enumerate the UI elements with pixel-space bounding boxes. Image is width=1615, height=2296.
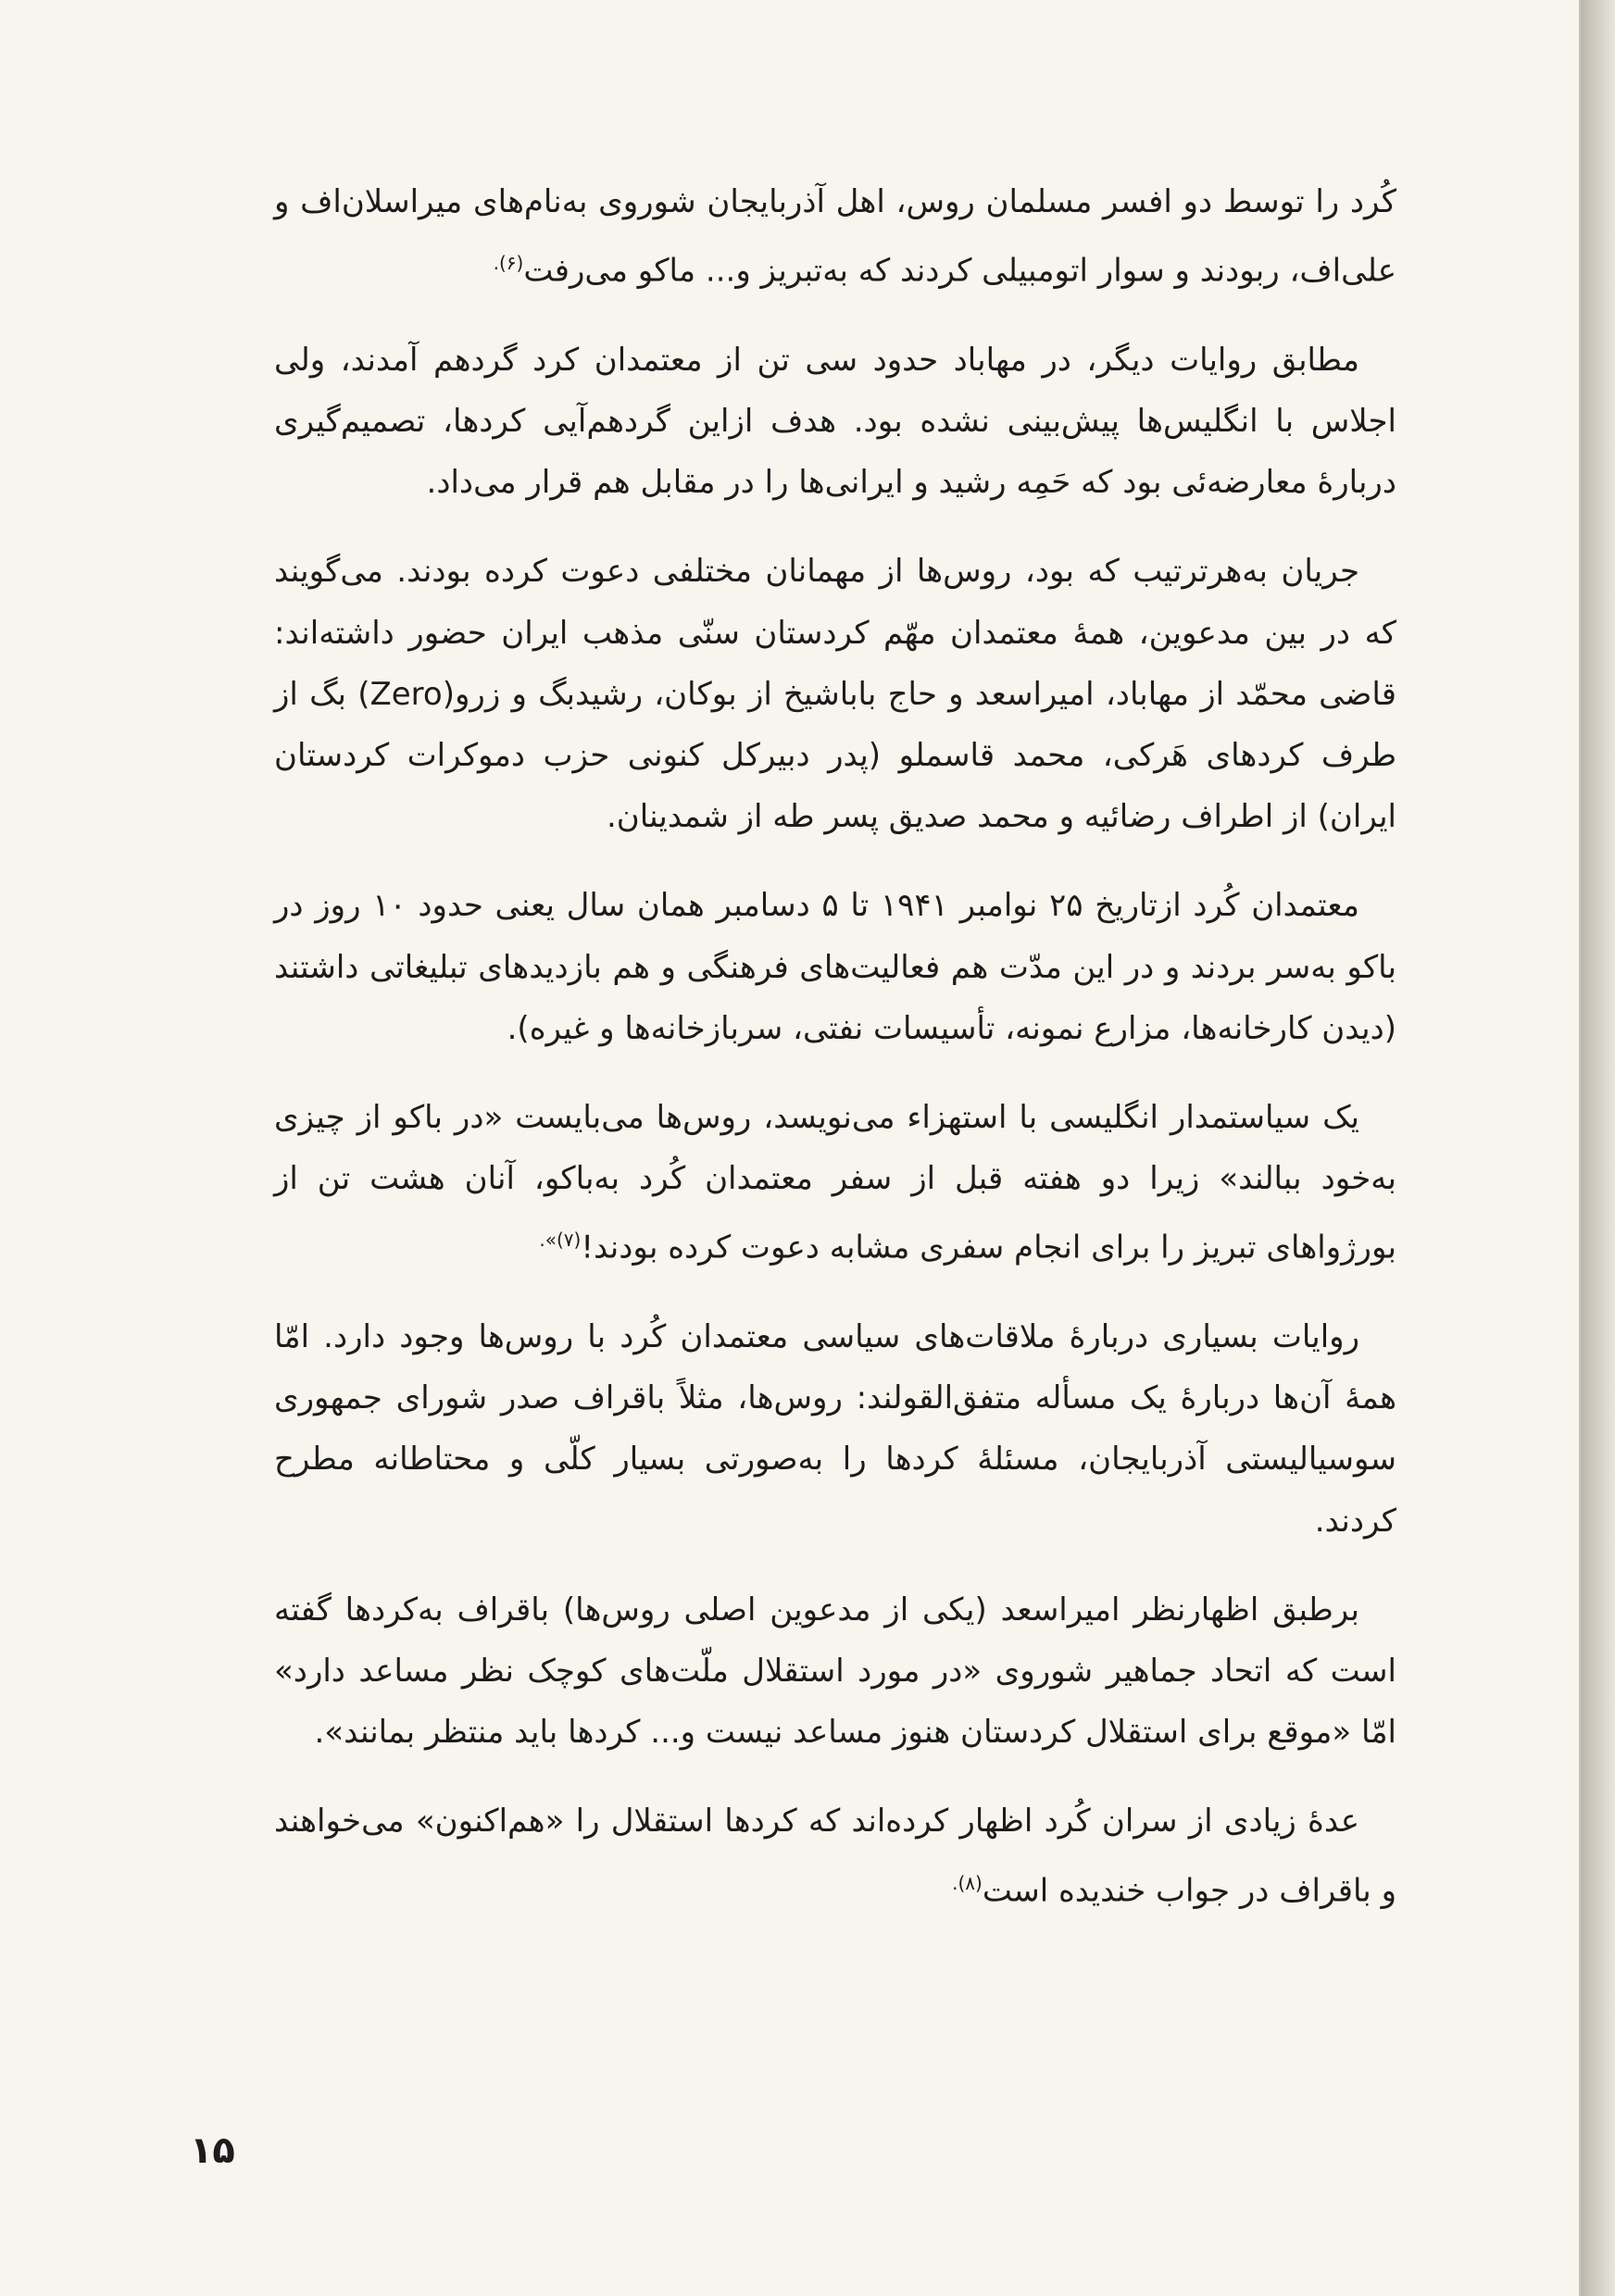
paragraph-8 [274,1791,1396,1921]
body-text [274,171,1396,1949]
page-edge-shadow [1581,0,1615,2296]
paragraph-5 [274,1087,1396,1279]
paragraph-1-text: کُرد را توسط دو افسر مسلمان روس، اهل آذربایجان شوروی به‌نام‌های میراسلان‌اف و علی‌اف، ربودند و سوار اتومبیلی کردند که به‌تبریز و... ماکو می‌رفت [274,183,1396,290]
paragraph-2 [274,330,1396,514]
paragraph-2-text: مطابق روایات دیگر، در مهاباد حدود سی تن از معتمدان کرد گردهم آمدند، ولی اجلاس با انگلیس‌ها پیش‌بینی نشده بود. هدف ازاین گردهم‌آیی کردها، تصمیم‌گیری دربارهٔ معارضه‌ئی بود که حَمِه رشید و ایرانی‌ها را در مقابل هم قرار می‌داد. [274,341,1396,502]
paragraph-4 [274,875,1396,1059]
paragraph-6-text: روایات بسیاری دربارهٔ ملاقات‌های سیاسی معتمدان کُرد با روس‌ها وجود دارد. امّا همهٔ آن‌ها دربارهٔ یک مسأله متفق‌القولند: روس‌ها، مثلاً باقراف صدر شورای جمهوری سوسیالیستی آذربایجان، مسئلهٔ کردها را به‌صورتی بسیار کلّی و محتاطانه مطرح کردند. [274,1317,1396,1540]
footnote-ref-7: (۷)». [539,1229,582,1252]
paragraph-1 [274,171,1396,302]
paragraph-5-text: یک سیاستمدار انگلیسی با استهزاء می‌نویسد، روس‌ها می‌بایست «در باکو از چیزی به‌خود ببالند» زیرا دو هفته قبل از سفر معتمدان کُرد به‌باکو، آنان هشت تن از بورژواهای تبریز را برای انجام سفری مشابه دعوت کرده بودند! [274,1098,1396,1267]
footnote-ref-8: (۸). [952,1871,983,1894]
paragraph-6 [274,1306,1396,1552]
paragraph-3 [274,541,1396,847]
page-number: ۱۵ [190,2129,235,2172]
paragraph-3-text: جریان به‌هرترتیب که بود، روس‌ها از مهمانان مختلفی دعوت کرده بودند. می‌گویند که در بین مدعوین، همهٔ معتمدان مهّم کردستان سنّی مذهب ایران حضور داشته‌اند: قاضی محمّد از مهاباد، امیراسعد و حاج باباشیخ از بوکان، رشیدبگ و زرو(Zero) بگ از طرف کردهای هَرکی، محمد قاسملو (پدر دبیرکل کنونی حزب دموکرات کردستان ایران) از اطراف رضائیه و محمد صدیق پسر طه از شمدینان. [274,553,1396,836]
paragraph-7-text: برطبق اظهارنظر امیراسعد (یکی از مدعوین اصلی روس‌ها) باقراف به‌کردها گفته است که اتحاد جماهیر شوروی «در مورد استقلال ملّت‌های کوچک نظر مساعد دارد» امّا «موقع برای استقلال کردستان هنوز مساعد نیست و... کردها باید منتظر بمانند». [274,1591,1396,1752]
footnote-ref-6: (۶). [493,252,524,275]
paragraph-4-text: معتمدان کُرد ازتاریخ ۲۵ نوامبر ۱۹۴۱ تا ۵ دسامبر همان سال یعنی حدود ۱۰ روز در باکو به‌سر بردند و در این مدّت هم فعالیت‌های فرهنگی و هم بازدیدهای تبلیغاتی داشتند (دیدن کارخانه‌ها، مزارع نمونه، تأسیسات نفتی، سربازخانه‌ها و غیره). [274,887,1396,1047]
paragraph-7 [274,1579,1396,1764]
paragraph-8-text: عدهٔ زیادی از سران کُرد اظهار کرده‌اند که کردها استقلال را «هم‌اکنون» می‌خواهند و باقراف در جواب خندیده است [274,1803,1396,1909]
